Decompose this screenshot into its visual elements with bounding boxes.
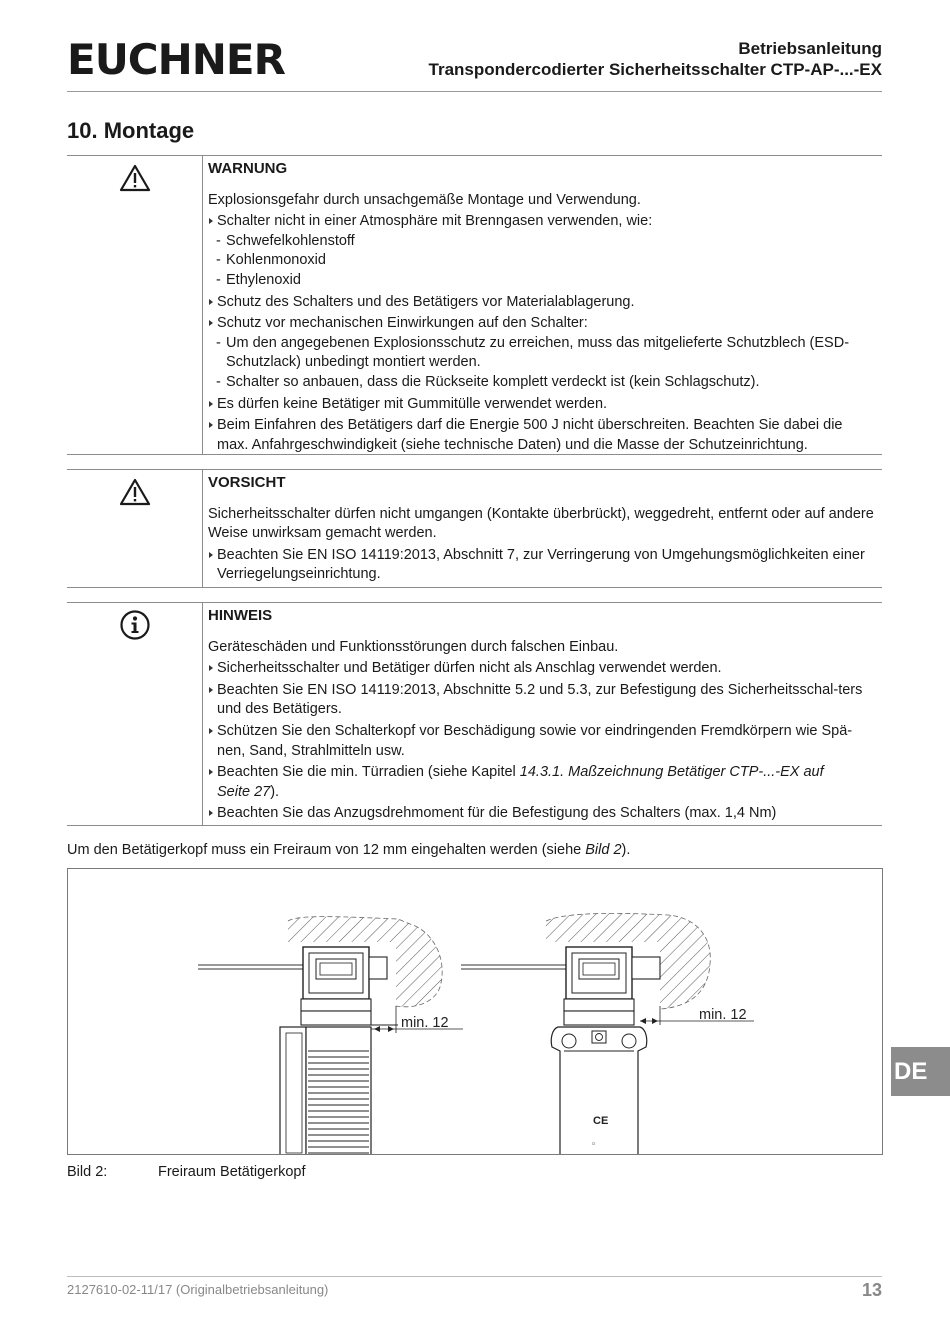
sub-list-item: - Kohlenmonoxid <box>208 251 876 271</box>
list-item-text: ). <box>270 783 280 800</box>
figure-reference-link[interactable]: Bild 2 <box>585 842 622 858</box>
sub-list-item: - Schwefelkohlenstoff <box>208 232 876 252</box>
figure-caption <box>67 1162 305 1182</box>
clearance-label-left: min. 12 <box>401 1015 449 1031</box>
list-item: Beachten Sie EN ISO 14119:2013, Abschnitte 5.2 und 5.3, zur Befestigung des Sicherheitsschal-ters und des Betätigers. <box>208 681 876 720</box>
sub-list-item: - Um den angegebenen Explosionsschutz zu erreichen, muss das mitgelieferte Schutzblech (ESD-Schutzlack) unbedingt montiert werden. <box>208 334 876 373</box>
notice-keyword: HINWEIS <box>208 607 273 624</box>
svg-text:◦: ◦ <box>591 1140 597 1150</box>
list-item: Schalter nicht in einer Atmosphäre mit Brenngasen verwenden, wie: <box>208 212 876 232</box>
header-doc-type: Betriebsanleitung <box>738 39 882 58</box>
caption-text: Freiraum Betätigerkopf <box>158 1164 306 1180</box>
page-number: 13 <box>861 1280 882 1300</box>
body-paragraph <box>67 840 630 860</box>
notice-intro: Geräteschäden und Funktionsstörungen durch falschen Einbau. <box>208 638 619 655</box>
language-tab: DE <box>891 1047 950 1096</box>
info-icon <box>119 609 151 641</box>
list-item-text: Beachten Sie die min. Türradien (siehe Kapitel <box>217 764 520 781</box>
clearance-label-right: min. 12 <box>699 1007 747 1023</box>
section-title: 10. Montage <box>67 118 195 143</box>
header-divider <box>67 91 882 92</box>
header-product-title: Transpondercodierter Sicherheitsschalter CTP-AP-...-EX <box>428 60 882 79</box>
footer-divider <box>67 1276 882 1277</box>
sub-list-item: - Schalter so anbauen, dass die Rückseite komplett verdeckt ist (kein Schlagschutz). <box>208 373 876 393</box>
list-item: Sicherheitsschalter und Betätiger dürfen nicht als Anschlag verwendet werden. <box>208 659 876 679</box>
caution-notice <box>67 469 882 588</box>
paragraph-text: ). <box>621 842 631 858</box>
ce-mark: CE <box>593 1115 609 1127</box>
figure-freiraum <box>67 868 883 1155</box>
euchner-logo: EUCHNER <box>67 35 285 84</box>
caption-number: Bild 2: <box>67 1164 108 1180</box>
notice-keyword: VORSICHT <box>208 474 286 491</box>
notice-keyword: WARNUNG <box>208 160 288 177</box>
notice-intro: Explosionsgefahr durch unsachgemäße Montage und Verwendung. <box>208 191 641 208</box>
list-item: Schutz vor mechanischen Einwirkungen auf den Schalter: <box>208 314 876 334</box>
warning-triangle-icon <box>119 164 151 192</box>
info-notice <box>67 602 882 826</box>
list-item: Beim Einfahren des Betätigers darf die Energie 500 J nicht überschreiten. Beachten Sie dabei die max. Anfahrgeschwindigkeit (siehe technische Daten) und die Masse der Schutzeinrichtung. <box>208 416 876 455</box>
footer-doc-ref: 2127610-02-11/17 (Originalbetriebsanleitung) <box>67 1282 329 1297</box>
left-assembly <box>198 917 463 1154</box>
sub-list-item: - Ethylenoxid <box>208 271 876 291</box>
document-header <box>429 38 882 80</box>
list-item <box>208 763 876 802</box>
list-item: Beachten Sie EN ISO 14119:2013, Abschnitt 7, zur Verringerung von Umgehungsmöglichkeiten einer Verriegelungseinrichtung. <box>208 546 876 585</box>
list-item: Es dürfen keine Betätiger mit Gummitülle verwendet werden. <box>208 395 876 415</box>
chapter-reference-link[interactable]: 14.3.1. Maßzeichnung Betätiger CTP-...-EX auf Seite 27 <box>217 764 824 800</box>
list-item: Beachten Sie das Anzugsdrehmoment für die Befestigung des Schalters (max. 1,4 Nm) <box>208 804 876 824</box>
notice-intro: Sicherheitsschalter dürfen nicht umgangen (Kontakte überbrückt), weggedreht, entfernt oder auf andere Weise unwirksam gemacht werden. <box>208 505 874 542</box>
warning-triangle-icon <box>119 478 151 506</box>
installation-drawing <box>68 869 882 1154</box>
paragraph-text: Um den Betätigerkopf muss ein Freiraum von 12 mm eingehalten werden (siehe <box>67 842 586 858</box>
list-item: Schutz des Schalters und des Betätigers vor Materialablagerung. <box>208 293 876 313</box>
warning-notice <box>67 155 882 455</box>
list-item: Schützen Sie den Schalterkopf vor Beschädigung sowie vor eindringenden Fremdkörpern wie Spä-nen, Sand, Strahlmitteln usw. <box>208 722 876 761</box>
